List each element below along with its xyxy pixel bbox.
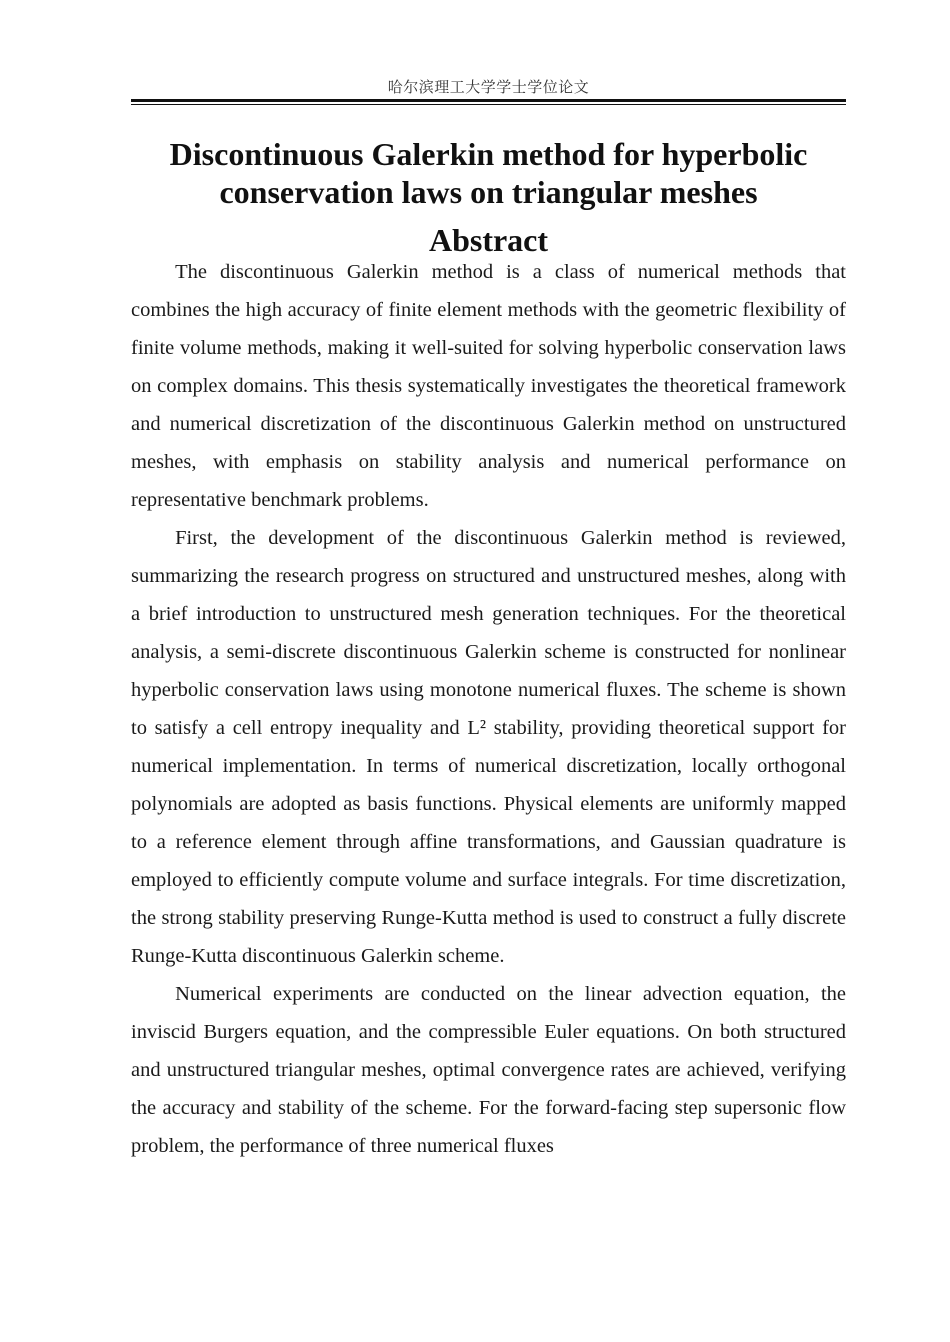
abstract-paragraph-2: First, the development of the discontinuous Galerkin method is reviewed, summarizing the research progress on structured and unstructured meshes, along with a brief introduction to unstructured mesh generation techniques. For the theoretical analysis, a semi-discrete discontinuous Galerkin scheme is constructed for nonlinear hyperbolic conservation laws using monotone numerical fluxes. The scheme is shown to satisfy a cell entropy inequality and L² stability, providing theoretical support for numerical implementation. In terms of numerical discretization, locally orthogonal polynomials are adopted as basis functions. Physical elements are uniformly mapped to a reference element through affine transformations, and Gaussian quadrature is employed to efficiently compute volume and surface integrals. For time discretization, the strong stability preserving Runge-Kutta method is used to construct a fully discrete Runge-Kutta discontinuous Galerkin scheme. xyxy=(131,527,846,967)
header-rule-thin xyxy=(131,104,846,105)
abstract-paragraph-1: The discontinuous Galerkin method is a class of numerical methods that combines the high accuracy of finite element methods with the geometric flexibility of finite volume methods, making it well-suited for solving hyperbolic conservation laws on complex domains. This thesis systematically investigates the theoretical framework and numerical discretization of the discontinuous Galerkin method on unstructured meshes, with emphasis on stability analysis and numerical performance on representative benchmark problems. xyxy=(131,261,846,511)
document-title xyxy=(131,135,846,211)
abstract-body xyxy=(131,253,846,1165)
running-header: 哈尔滨理工大学学士学位论文 xyxy=(387,80,590,96)
header-rule-thick xyxy=(131,99,846,102)
abstract-paragraph-3: Numerical experiments are conducted on the linear advection equation, the inviscid Burgers equation, and the compressible Euler equations. On both structured and unstructured triangular meshes, optimal convergence rates are achieved, verifying the accuracy and stability of the scheme. For the forward-facing step supersonic flow problem, the performance of three numerical fluxes xyxy=(131,983,846,1157)
title-line-2: conservation laws on triangular meshes xyxy=(219,174,758,210)
title-line-1: Discontinuous Galerkin method for hyperbolic xyxy=(169,136,808,172)
abstract-heading: Abstract xyxy=(428,222,549,258)
document-page xyxy=(131,0,846,1165)
